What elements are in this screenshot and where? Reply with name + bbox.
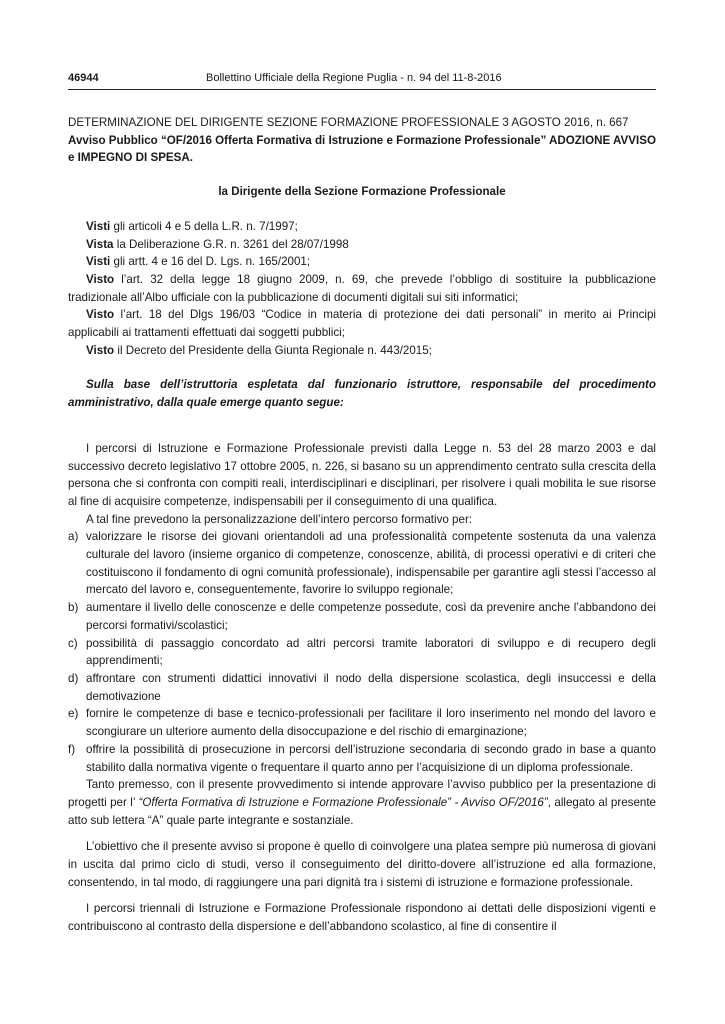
visto-lead: Visto xyxy=(86,343,115,357)
visto-lead: Visti xyxy=(86,219,111,233)
visto-line xyxy=(68,342,656,360)
list-letter: e) xyxy=(68,707,79,721)
visto-lead: Visto xyxy=(86,308,115,322)
body-paragraph: I percorsi di Istruzione e Formazione Professionale previsti dalla Legge n. 53 del 28 marzo 2003 e dal successivo decreto legislativo 17 ottobre 2005, n. 226, si basano su un apprendimento centrato sulla crescita della persona che si confronta con compiti reali, interdisciplinari e disciplinari, per risolvere i quali mobilita le sue risorse al fine di acquisire competenze, indispensabili per il conseguimento di una qualifica. xyxy=(68,441,656,508)
visto-text: la Deliberazione G.R. n. 3261 del 28/07/1998 xyxy=(113,237,349,251)
premessa-text-end: , allegato al presente atto sub lettera “A” quale parte integrante e sostanziale. xyxy=(68,795,657,827)
body-paragraph: L’obiettivo che il presente avviso si propone è quello di coinvolgere una platea sempre più numerosa di giovani in uscita dal primo ciclo di studi, verso il conseguimento del diritto-dovere all’istruzione ed alla formazione, consentendo, in tal modo, di raggiungere una pari dignità tra i sistemi di istruzione e formazione professionale. xyxy=(68,840,656,889)
visto-text: l’art. 32 della legge 18 giugno 2009, n. 69, che prevede l’obbligo di sostituire la pubblicazione tradizionale all’Albo ufficiale con la pubblicazione di documenti digitali sui siti informatici; xyxy=(68,272,656,304)
visto-line xyxy=(68,271,656,306)
visto-text: il Decreto del Presidente della Giunta Regionale n. 443/2015; xyxy=(114,343,432,357)
list-letter: a) xyxy=(68,530,79,544)
list-item xyxy=(68,741,656,776)
document-body xyxy=(68,114,656,936)
list-item xyxy=(68,635,656,670)
list-letter: c) xyxy=(68,636,78,650)
istruttoria-statement: Sulla base dell’istruttoria espletata dal funzionario istruttore, responsabile del procedimento amministrativo, dalla quale emerge quanto segue: xyxy=(68,378,656,410)
list-letter: f) xyxy=(68,742,76,756)
visto-line xyxy=(68,253,656,271)
list-text: affrontare con strumenti didattici innovativi il nodo della dispersione scolastica, degli insuccessi e della demotivazione xyxy=(86,671,656,703)
visto-text: l’art. 18 del Dlgs 196/03 “Codice in materia di protezione dei dati personali” in merito ai Principi applicabili ai trattamenti effettuati dai soggetti pubblici; xyxy=(68,308,656,340)
visto-text: gli artt. 4 e 16 del D. Lgs. n. 165/2001; xyxy=(110,255,311,269)
header-divider xyxy=(68,89,656,90)
list-item xyxy=(68,528,656,599)
list-item xyxy=(68,599,656,634)
visto-lead: Visto xyxy=(86,272,115,286)
page-number: 46944 xyxy=(68,72,99,84)
determination-subject: Avviso Pubblico “OF/2016 Offerta Formativa di Istruzione e Formazione Professionale” ADOZIONE AVVISO e IMPEGNO DI SPESA. xyxy=(68,133,656,165)
body-paragraph: A tal fine prevedono la personalizzazione dell’intero percorso formativo per: xyxy=(86,512,473,526)
body-paragraph: I percorsi triennali di Istruzione e Formazione Professionale rispondono ai dettati delle disposizioni vigenti e contribuiscono al contrasto della dispersione e dell’abbandono scolastico, al fine di consentire il xyxy=(68,902,656,934)
list-text: aumentare il livello delle conoscenze e delle competenze possedute, così da prevenire anche l’abbandono dei percorsi formativi/scolastici; xyxy=(86,601,656,632)
visto-lead: Visti xyxy=(86,255,111,269)
publication-title: Bollettino Ufficiale della Regione Puglia - n. 94 del 11-8-2016 xyxy=(206,72,502,84)
visto-line xyxy=(68,218,656,236)
body-paragraph xyxy=(68,776,656,829)
avviso-title: “Offerta Formativa di Istruzione e Formazione Professionale” - Avviso OF/2016” xyxy=(138,795,548,809)
list-text: valorizzare le risorse dei giovani orientandoli ad una professionalità competente sostenuta da una valenza culturale del lavoro (insieme organico di competenze, conoscenze, abilità, di processi operativi e di criteri che costituiscono il fondamento di ogni comunità professionale), indispensabile per garantire agli stessi l’accesso al mercato del lavoro e, conseguentemente, favorire lo sviluppo regionale; xyxy=(86,530,656,597)
visto-line xyxy=(68,236,656,254)
determination-title: DETERMINAZIONE DEL DIRIGENTE SEZIONE FORMAZIONE PROFESSIONALE 3 AGOSTO 2016, n. 667 xyxy=(68,116,629,129)
visto-lead: Vista xyxy=(86,237,114,251)
premessa-text: Tanto premesso, con il presente provvedimento si intende approvare l’avviso pubblico per la presentazione di progetti per l’ xyxy=(68,778,656,809)
dirigente-heading: la Dirigente della Sezione Formazione Professionale xyxy=(218,185,506,199)
list-text: possibilità di passaggio concordato ad altri percorsi tramite laboratori di sviluppo e di recupero degli apprendimenti; xyxy=(86,636,656,668)
list-item xyxy=(68,705,656,740)
list-text: fornire le competenze di base e tecnico-professionali per facilitare il loro inserimento nel mondo del lavoro e scongiurare un ulteriore aumento della disoccupazione e del rischio di emarginazione; xyxy=(86,707,656,739)
objectives-list xyxy=(68,528,656,776)
list-letter: b) xyxy=(68,601,79,615)
list-item xyxy=(68,670,656,705)
list-letter: d) xyxy=(68,671,79,685)
list-text: offrire la possibilità di prosecuzione in percorsi dell’istruzione secondaria di secondo grado in base a quanto stabilito dalla normativa vigente o frequentare il quarto anno per l’acquisizione di un diploma professionale. xyxy=(86,742,656,774)
visto-text: gli articoli 4 e 5 della L.R. n. 7/1997; xyxy=(110,219,298,233)
visto-line xyxy=(68,306,656,341)
